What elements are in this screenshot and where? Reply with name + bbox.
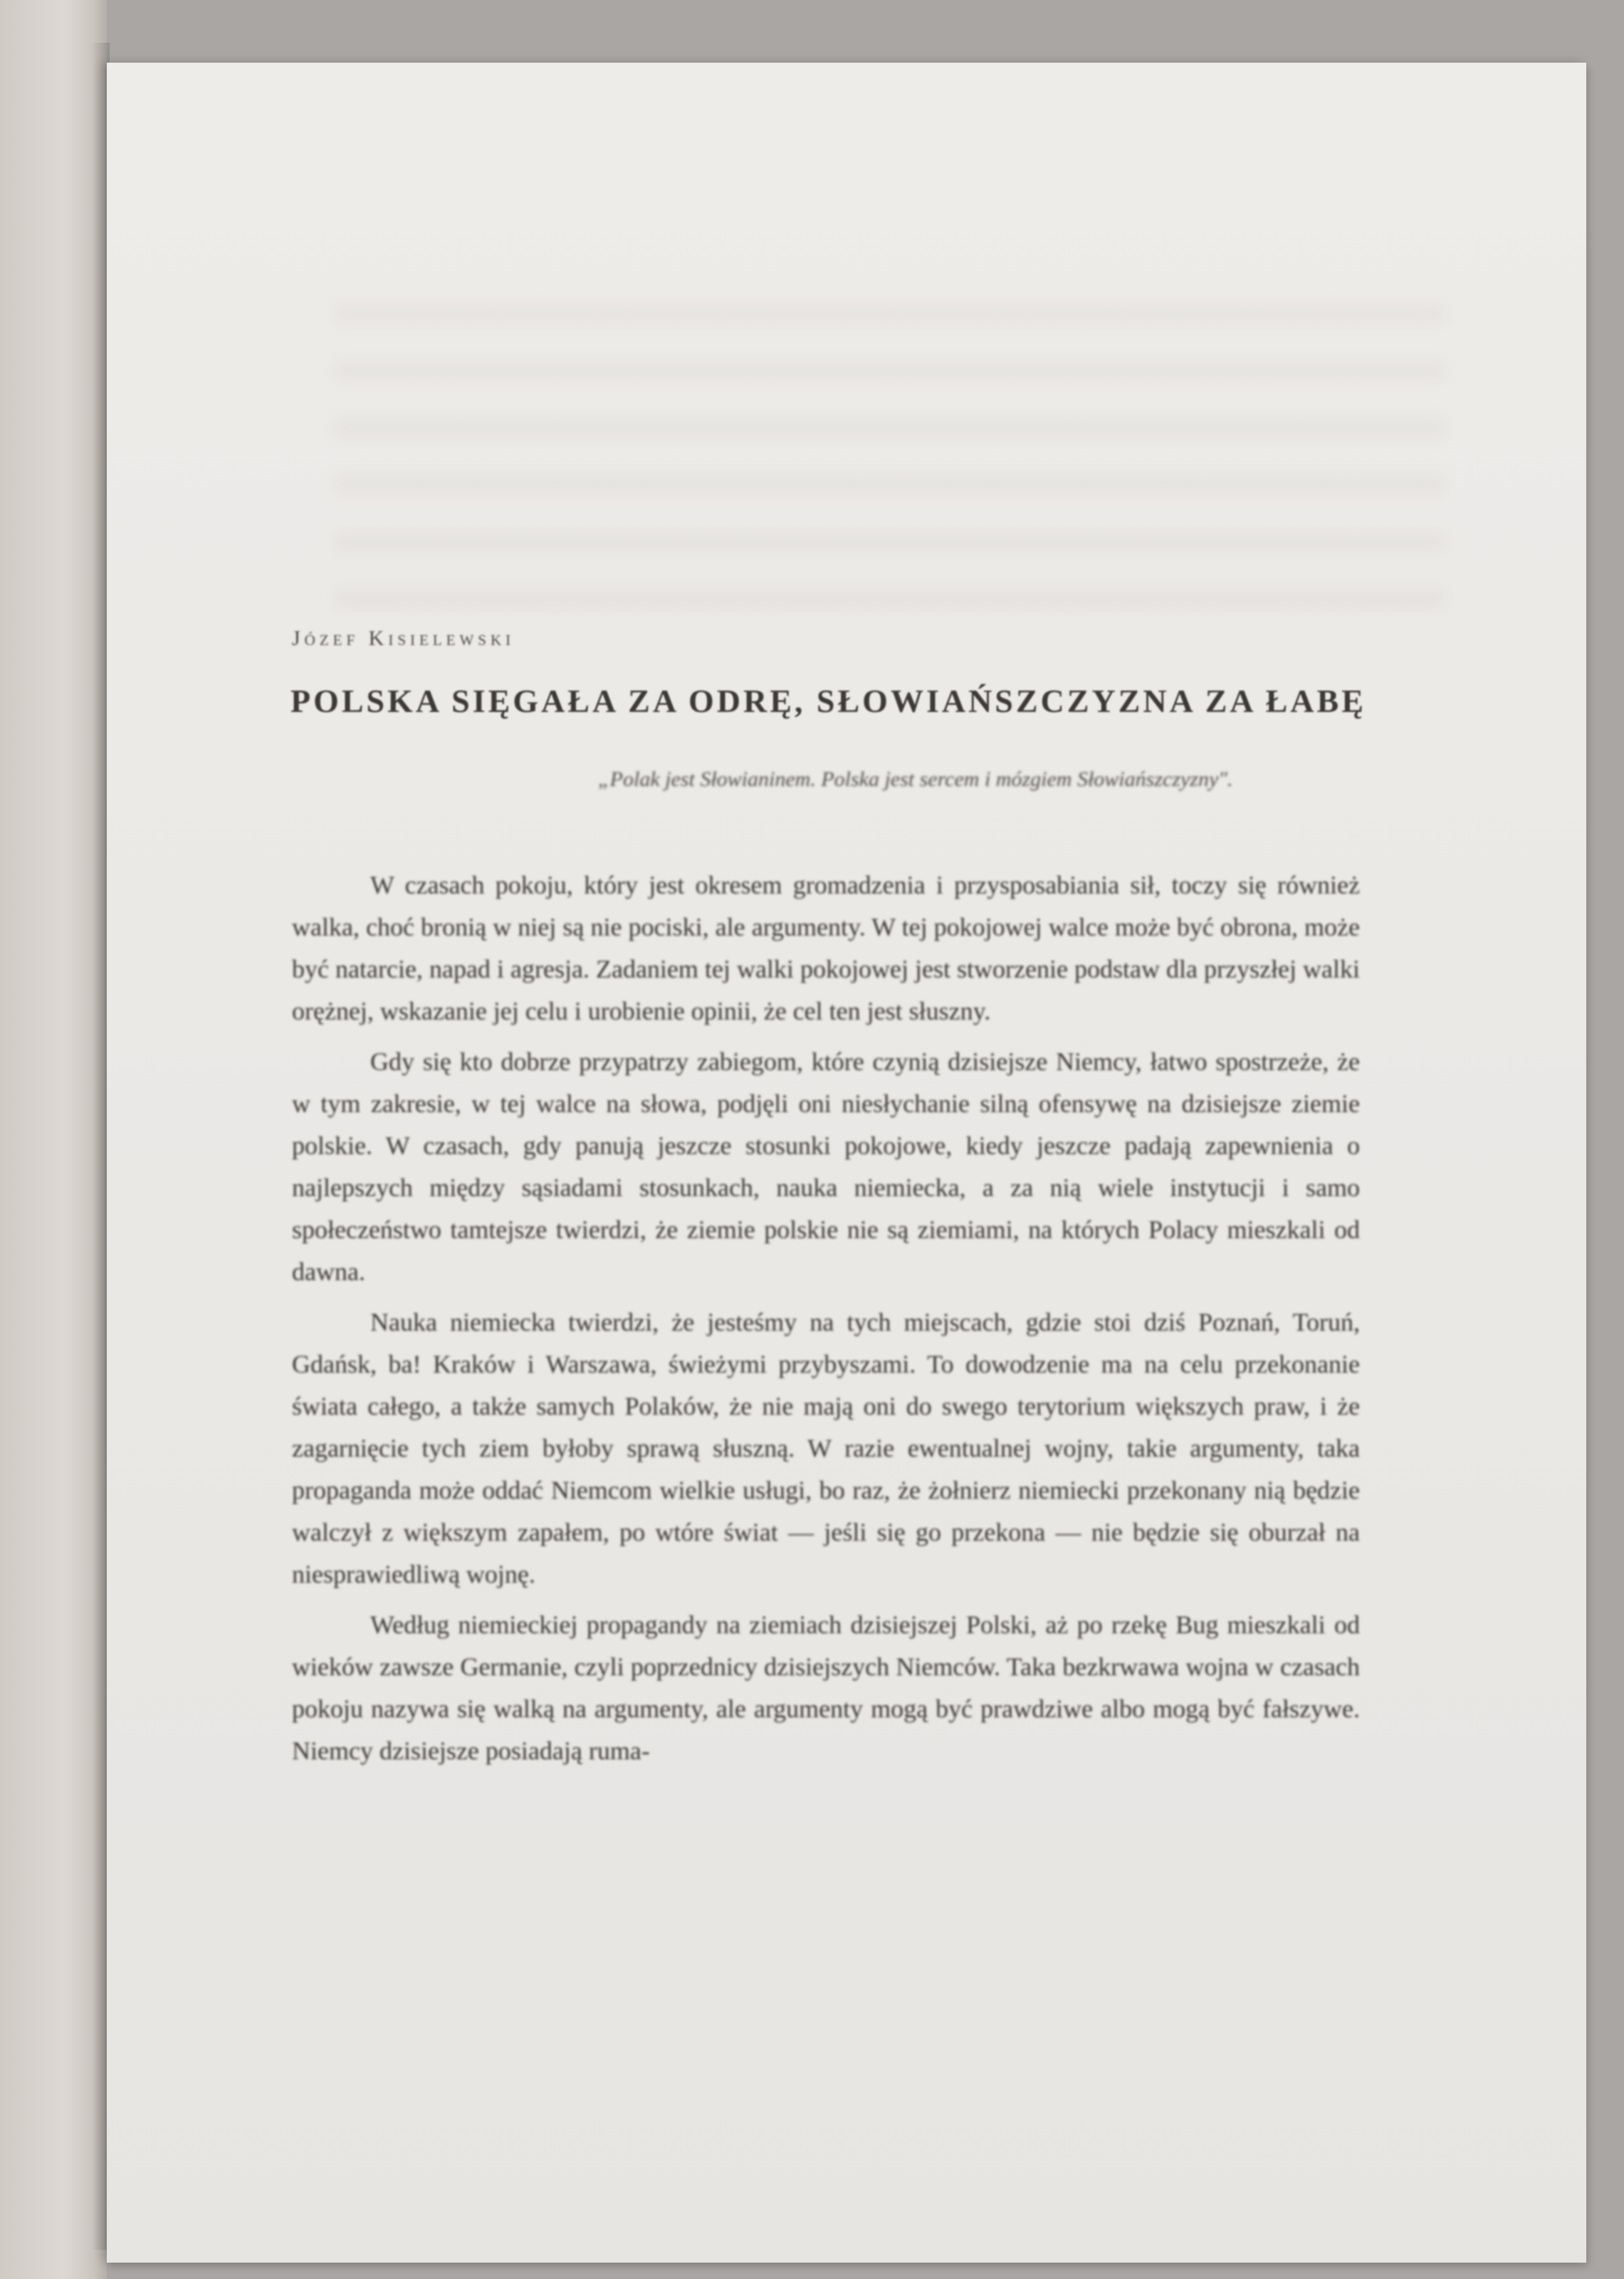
paragraph: Według niemieckiej propagandy na ziemiach dzisiejszej Polski, aż po rzekę Bug mieszkali od wieków zawsze Germanie, czyli poprzednicy dzisiejszych Niemców. Taka bezkrwawa wojna w czasach pokoju nazywa się walką na argumenty, ale argumenty mogą być prawdziwe albo mogą być fałszywe. Niemcy dzisiejsze posiadają ruma- — [292, 1610, 1360, 1765]
show-through-line — [335, 305, 1445, 323]
paragraph: Nauka niemiecka twierdzi, że jesteśmy na tych miejscach, gdzie stoi dziś Poznań, Toruń, Gdańsk, ba! Kraków i Warszawa, świeżymi przybyszami. To dowodzenie ma na celu przekonanie świata całego, a także samych Polaków, że nie mają oni do swego terytorium większych praw, i że zagarnięcie tych ziem byłoby sprawą słuszną. W razie ewentualnej wojny, takie argumenty, taka propaganda może oddać Niemcom wielkie usługi, bo raz, że żołnierz niemiecki przekonany nią będzie walczył z większym zapałem, po wtóre świat — jeśli się go przekona — nie będzie się oburzał na niesprawiedliwą wojnę. — [292, 1308, 1360, 1588]
show-through-line — [335, 533, 1445, 551]
article-body — [292, 864, 1360, 1781]
epigraph: „Polak jest Słowianinem. Polska jest sercem i mózgiem Słowiańszczyzny". — [598, 767, 1233, 791]
author-name: Józef Kisielewski — [292, 627, 515, 650]
show-through-line — [335, 419, 1445, 437]
article-title: POLSKA SIĘGAŁA ZA ODRĘ, SŁOWIAŃSZCZYZNA ZA ŁABĘ — [290, 683, 1366, 719]
show-through-line — [335, 476, 1445, 494]
paragraph: Gdy się kto dobrze przypatrzy zabiegom, które czynią dzisiejsze Niemcy, łatwo spostrzeże, że w tym zakresie, w tej walce na słowa, podjęli oni niesłychanie silną ofensywę na dzisiejsze ziemie polskie. W czasach, gdy panują jeszcze stosunki pokojowe, kiedy jeszcze padają zapewnienia o najlepszych między sąsiadami stosunkach, nauka niemiecka, a za nią wiele instytucji i samo społeczeństwo tamtejsze twierdzi, że ziemie polskie nie są ziemiami, na których Polacy mieszkali od dawna. — [292, 1047, 1360, 1286]
show-through-line — [335, 362, 1445, 380]
paragraph: W czasach pokoju, który jest okresem gromadzenia i przysposabiania sił, toczy się również walka, choć bronią w niej są nie pociski, ale argumenty. W tej pokojowej walce może być obrona, może być natarcie, napad i agresja. Zadaniem tej walki pokojowej jest stworzenie podstaw dla przyszłej walki orężnej, wskazanie jej celu i urobienie opinii, że cel ten jest słuszny. — [292, 871, 1360, 1025]
show-through-line — [335, 590, 1445, 608]
